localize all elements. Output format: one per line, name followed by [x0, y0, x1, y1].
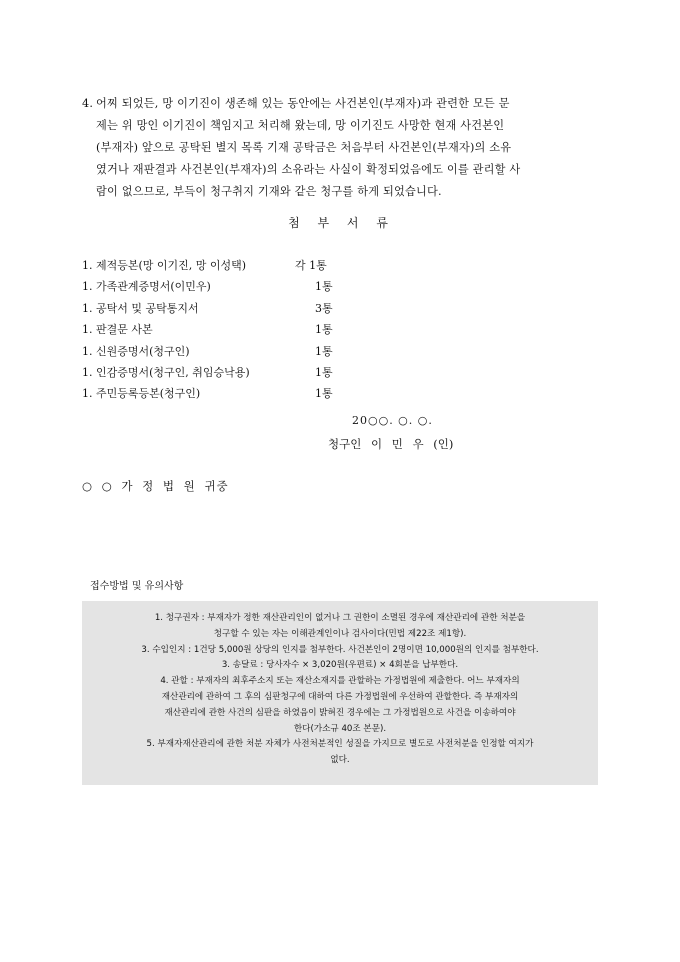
attachments-list: [82, 255, 412, 405]
attachment-qty: 1통: [315, 280, 333, 294]
notice-line: 청구할 수 있는 자는 이해관계인이나 검사이다(민법 제22조 제1항).: [213, 628, 467, 639]
paragraph-line: 제는 위 망인 이기진이 책임지고 처리해 왔는데, 망 이기진도 사망한 현재 사건본인: [96, 119, 505, 132]
notice-line: 4. 관할 : 부재자의 최후주소지 또는 재산소재지를 관할하는 가정법원에 제출한다. 어느 부재자의: [160, 676, 520, 687]
notice-title: 접수방법 및 유의사항: [90, 581, 184, 592]
attachment-name: 1. 제적등본(망 이기진, 망 이성택): [82, 259, 247, 272]
attachment-item: [82, 255, 412, 276]
attachment-item: [82, 276, 412, 297]
notice-line: 1. 청구권자 : 부재자가 정한 재산관리인이 없거나 그 권한이 소멸된 경우에 재산관리에 관한 처분을: [154, 613, 526, 623]
attachment-item: [82, 383, 412, 404]
attachments-title: 첨 부 서 류: [288, 216, 392, 230]
notice-line: 재산관리에 관하여 그 후의 심판청구에 대하여 다른 가정법원에 우선하여 관할한다. 즉 부재자의: [161, 691, 519, 702]
attachment-name: 1. 주민등록등본(청구인): [82, 387, 201, 401]
claimant-signature: 청구인 이 민 우 (인): [328, 437, 454, 451]
attachment-qty: 1통: [315, 323, 333, 337]
attachment-name: 1. 신원증명서(청구인): [82, 344, 190, 358]
signature-date: 20○○. ○. ○.: [352, 414, 433, 427]
notice-line: 3. 송달료 : 당사자수 × 3,020원(우편료) × 4회분을 납부한다.: [221, 660, 459, 671]
attachment-item: [82, 362, 412, 383]
notice-line: 5. 부재자재산관리에 관한 처분 자체가 사전처분적인 성질을 가지므로 별도로 사전처분을 인정할 여지가: [146, 739, 534, 750]
notice-line: 없다.: [330, 755, 350, 766]
paragraph-line: 람이 없으므로, 부득이 청구취지 기재와 같은 청구를 하게 되었습니다.: [96, 185, 442, 198]
attachment-name: 1. 가족관계증명서(이민우): [82, 280, 211, 294]
notice-line: 재산관리에 관한 사건의 심판을 하였음이 밝혀진 경우에는 그 가정법원으로 사건을 이송하여야: [164, 707, 516, 718]
paragraph-line: (부재자) 앞으로 공탁된 별지 목록 기재 공탁금은 처음부터 사건본인(부재자)의 소유: [96, 141, 512, 154]
paragraph-line: 였거나 재판결과 사건본인(부재자)의 소유라는 사실이 확정되었음에도 이를 관리할 사: [96, 163, 521, 176]
attachment-item: [82, 298, 412, 319]
attachment-qty: 3통: [315, 301, 333, 315]
attachment-qty: 1통: [315, 365, 333, 379]
paragraph-line: 어찌 되었든, 망 이기진이 생존해 있는 동안에는 사건본인(부재자)과 관련한 모든 문: [96, 97, 510, 110]
attachment-item: [82, 341, 412, 362]
attachment-qty: 1통: [315, 344, 333, 358]
attachment-name: 1. 판결문 사본: [82, 323, 153, 337]
court-addressee: ○ ○ 가 정 법 원 귀중: [82, 479, 229, 493]
attachment-item: [82, 319, 412, 340]
notice-box: [82, 601, 598, 785]
attachment-qty: 각 1통: [295, 259, 327, 272]
notice-line: 한다(가소규 40조 본문).: [293, 723, 387, 734]
attachment-name: 1. 인감증명서(청구인, 취임승낙용): [82, 365, 250, 379]
attachment-qty: 1통: [315, 387, 333, 401]
attachment-name: 1. 공탁서 및 공탁통지서: [82, 301, 199, 315]
explanation-paragraph: [82, 93, 602, 203]
paragraph-number: 4.: [82, 97, 94, 110]
notice-line: 3. 수입인지 : 1건당 5,000원 상당의 인지를 첨부한다. 사건본인이 2명이면 10,000원의 인지를 첨부한다.: [141, 644, 539, 655]
